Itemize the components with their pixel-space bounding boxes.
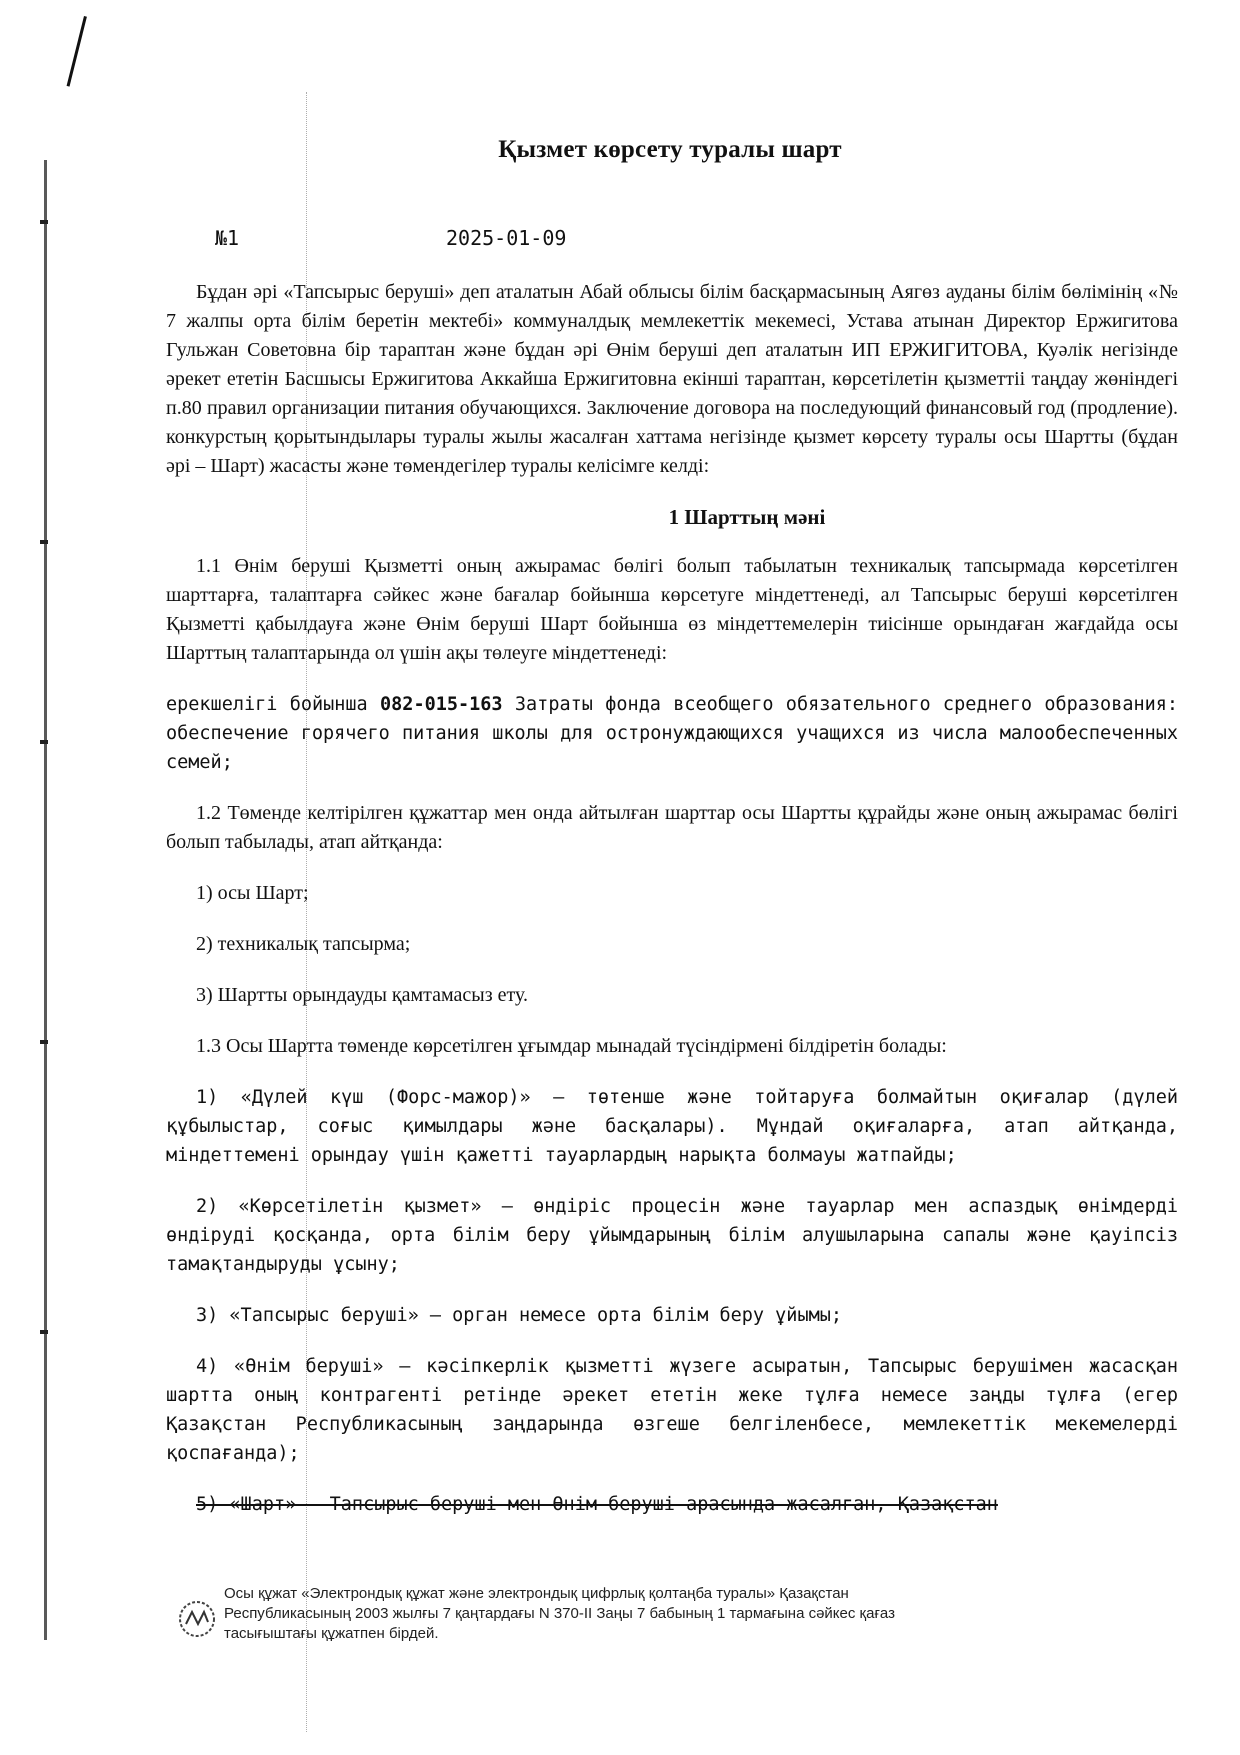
pen-mark	[67, 16, 87, 87]
clause-1-2: 1.2 Төменде келтірілген құжаттар мен онда айтылған шарттар осы Шартты құрайды және оның ажырамас бөлігі болып табылады, атап айтқанда:	[166, 802, 1178, 853]
scan-mark	[40, 1330, 48, 1334]
list-item: 1) осы Шарт;	[196, 882, 309, 904]
contract-number: №1	[215, 226, 240, 250]
scan-edge-artifact	[44, 160, 47, 1640]
specifics-text: Затраты фонда всеобщего обязательного среднего образования: обеспечение горячего питания школы для остронуждающихся учащихся из числа малообеспеченных семей;	[166, 694, 1179, 773]
scan-mark	[40, 1040, 48, 1044]
footer-line: Осы құжат «Электрондық құжат және электрондық цифрлық қолтаңба туралы» Қазақстан	[224, 1585, 849, 1602]
footer-line: Республикасының 2003 жылғы 7 қаңтардағы N 370-II Заңы 7 бабының 1 тармағына сәйкес қағаз	[224, 1605, 895, 1622]
e-document-footer	[224, 1584, 1104, 1644]
e-signature-seal-icon	[176, 1598, 218, 1640]
preamble-paragraph: Бұдан әрі «Тапсырыс беруші» деп аталатын Абай облысы білім басқармасының Аягөз ауданы білім бөлімінің «№ 7 жалпы орта білім беретін мектебі» коммуналдық мемлекеттік мекемесі, Устава атынан Директор Ержигитова Гульжан Советовна бір тараптан және бұдан әрі Өнім беруші деп аталатын ИП ЕРЖИГИТОВА, Куәлік негізінде әрекет ететін Басшысы Ержигитова Аккайша Ержигитовна екінші тараптан, көрсетілетін қызметтіі таңдау жөніндегі п.80 правил организации питания обучающихся. Заключение договора на последующий финансовый год (продление). конкурстың қорытындылары туралы жылы жасалған хаттама негізінде қызмет көрсету туралы осы Шартты (бұдан әрі – Шарт) жасасты және төмендегілер туралы келісімге келді:	[166, 281, 1178, 477]
definition-5-partial: 5) «Шарт» – Тапсырыс беруші мен Өнім беруші арасында жасалған, Қазақстан	[196, 1494, 998, 1515]
definition-3: 3) «Тапсырыс беруші» – орган немесе орта білім беру ұйымы;	[196, 1305, 843, 1326]
scan-mark	[40, 740, 48, 744]
document-body	[166, 278, 1178, 1541]
clause-1-1: 1.1 Өнім беруші Қызметті оның ажырамас бөлігі болып табылатын техникалық тапсырмада көрсетілген шарттарға, талаптарға сәйкес және бағалар бойынша көрсетуге міндеттенеді, ал Тапсырыс беруші көрсетілген Қызметті қабылдауға және Өнім беруші Шарт бойынша өз міндеттемелерін тиісінше орындаған жағдайда осы Шарттың талаптарында ол үшін ақы төлеуге міндеттенеді:	[166, 555, 1178, 664]
scan-mark	[40, 540, 48, 544]
footer-line: тасығыштағы құжатпен бірдей.	[224, 1625, 439, 1642]
section-heading: 1 Шарттың мәні	[668, 505, 826, 529]
definition-1: 1) «Дүлей күш (Форс-мажор)» – төтенше және тойтаруға болмайтын оқиғалар (дүлей құбылыстар, соғыс қимылдары және басқалары). Мұндай оқиғаларға, атап айтқанда, міндеттемені орындау үшін қажетті тауарлардың нарықта болмауы жатпайды;	[166, 1087, 1178, 1166]
document-title: Қызмет көрсету туралы шарт	[498, 136, 842, 163]
specifics-prefix: ерекшелігі бойынша	[166, 694, 368, 715]
budget-code: 082-015-163	[380, 694, 503, 715]
scan-mark	[40, 220, 48, 224]
contract-date: 2025-01-09	[446, 226, 567, 250]
list-item: 3) Шартты орындауды қамтамасыз ету.	[196, 984, 528, 1006]
specifics-paragraph	[166, 690, 1178, 777]
definition-4: 4) «Өнім беруші» – кәсіпкерлік қызметті жүзеге асыратын, Тапсырыс берушімен жасасқан шартта оның контрагенті ретінде әрекет ететін жеке тұлға немесе заңды тұлға (егер Қазақстан Республикасының заңдарында өзгеше белгіленбесе, мемлекеттік мекемелерді қоспағанда);	[166, 1356, 1178, 1464]
definition-2: 2) «Көрсетілетін қызмет» – өндіріс процесін және тауарлар мен аспаздық өнімдерді өндіруді қосқанда, орта білім беру ұйымдарының білім алушыларына сапалы және қауіпсіз тамақтандыруды ұсыну;	[166, 1196, 1178, 1275]
clause-1-3: 1.3 Осы Шартта төменде көрсетілген ұғымдар мынадай түсіндірмені білдіретін болады:	[196, 1035, 947, 1057]
list-item: 2) техникалық тапсырма;	[196, 933, 411, 955]
